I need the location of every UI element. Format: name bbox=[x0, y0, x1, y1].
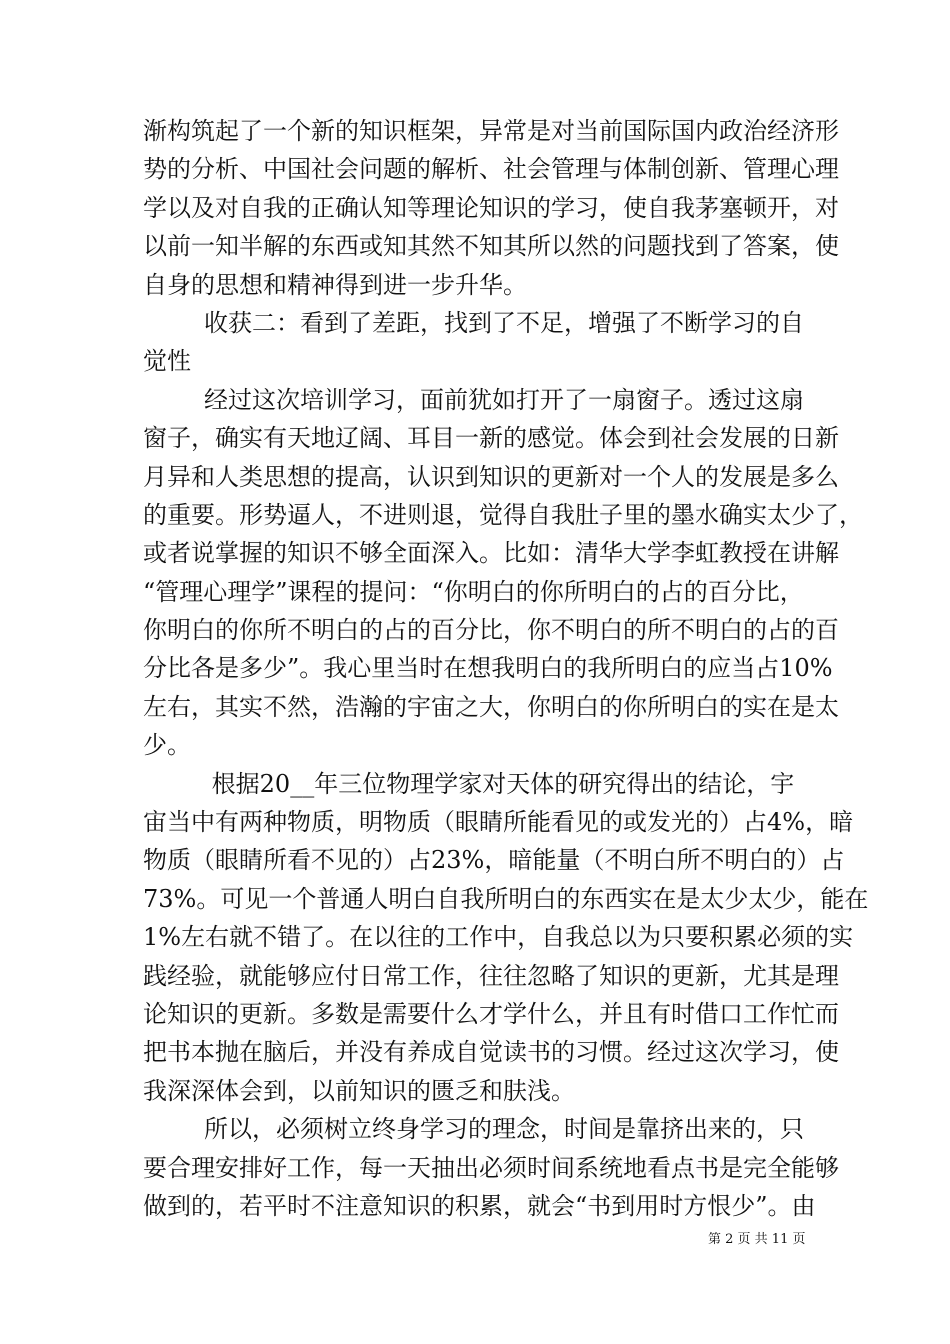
text-line: 我深深体会到，以前知识的匮乏和肤浅。 bbox=[143, 1076, 575, 1105]
text-line: 你明白的你所不明白的占的百分比，你不明白的所不明白的占的百 bbox=[143, 616, 839, 645]
text-line: 做到的，若平时不注意知识的积累，就会“书到用时方恨少”。由 bbox=[143, 1191, 816, 1220]
text-line: “管理心理学”课程的提问：“你明白的你所明白的占的百分比， bbox=[143, 577, 804, 606]
text-line: 月异和人类思想的提高，认识到知识的更新对一个人的发展是多么 bbox=[143, 462, 839, 491]
page-number: 第 2 页 共 11 页 bbox=[708, 1232, 806, 1247]
text-line: 所以，必须树立终身学习的理念，时间是靠挤出来的，只 bbox=[143, 1115, 805, 1144]
text-line: 宙当中有两种物质，明物质（眼睛所能看见的或发光的）占4%，暗 bbox=[143, 808, 854, 837]
body-text bbox=[143, 112, 869, 1225]
text-line: 窗子，确实有天地辽阔、耳目一新的感觉。体会到社会发展的日新 bbox=[143, 424, 839, 453]
text-line: 把书本抛在脑后，并没有养成自觉读书的习惯。经过这次学习，使 bbox=[143, 1038, 839, 1067]
text-line: 或者说掌握的知识不够全面深入。比如：清华大学李虹教授在讲解 bbox=[143, 539, 839, 568]
text-line: 少。 bbox=[143, 731, 191, 760]
text-line: 左右，其实不然，浩瀚的宇宙之大，你明白的你所明白的实在是太 bbox=[143, 692, 839, 721]
text-line: 的重要。形势逼人，不进则退，觉得自我肚子里的墨水确实太少了， bbox=[143, 500, 863, 529]
text-line: 论知识的更新。多数是需要什么才学什么，并且有时借口工作忙而 bbox=[143, 999, 839, 1028]
text-line: 经过这次培训学习，面前犹如打开了一扇窗子。透过这扇 bbox=[143, 385, 805, 414]
text-line: 73%。可见一个普通人明白自我所明白的东西实在是太少太少，能在 bbox=[143, 884, 869, 913]
text-line: 学以及对自我的正确认知等理论知识的学习，使自我茅塞顿开，对 bbox=[143, 193, 839, 222]
section-heading-line: 觉性 bbox=[143, 347, 191, 376]
text-line: 自身的思想和精神得到进一步升华。 bbox=[143, 270, 527, 299]
section-heading-line: 收获二：看到了差距，找到了不足，增强了不断学习的自 bbox=[143, 308, 805, 337]
text-line: 以前一知半解的东西或知其然不知其所以然的问题找到了答案，使 bbox=[143, 232, 839, 261]
text-line: 要合理安排好工作，每一天抽出必须时间系统地看点书是完全能够 bbox=[143, 1153, 839, 1182]
text-line: 物质（眼睛所看不见的）占23%，暗能量（不明白所不明白的）占 bbox=[143, 846, 845, 875]
text-line: 1%左右就不错了。在以往的工作中，自我总以为只要积累必须的实 bbox=[143, 923, 854, 952]
text-line: 势的分析、中国社会问题的解析、社会管理与体制创新、管理心理 bbox=[143, 155, 839, 184]
text-line: 分比各是多少”。我心里当时在想我明白的我所明白的应当占10% bbox=[143, 654, 833, 683]
text-line: 践经验，就能够应付日常工作，往往忽略了知识的更新，尤其是理 bbox=[143, 961, 839, 990]
text-line: 根据20__年三位物理学家对天体的研究得出的结论，宇 bbox=[143, 769, 795, 798]
text-line: 渐构筑起了一个新的知识框架，异常是对当前国际国内政治经济形 bbox=[143, 117, 839, 145]
